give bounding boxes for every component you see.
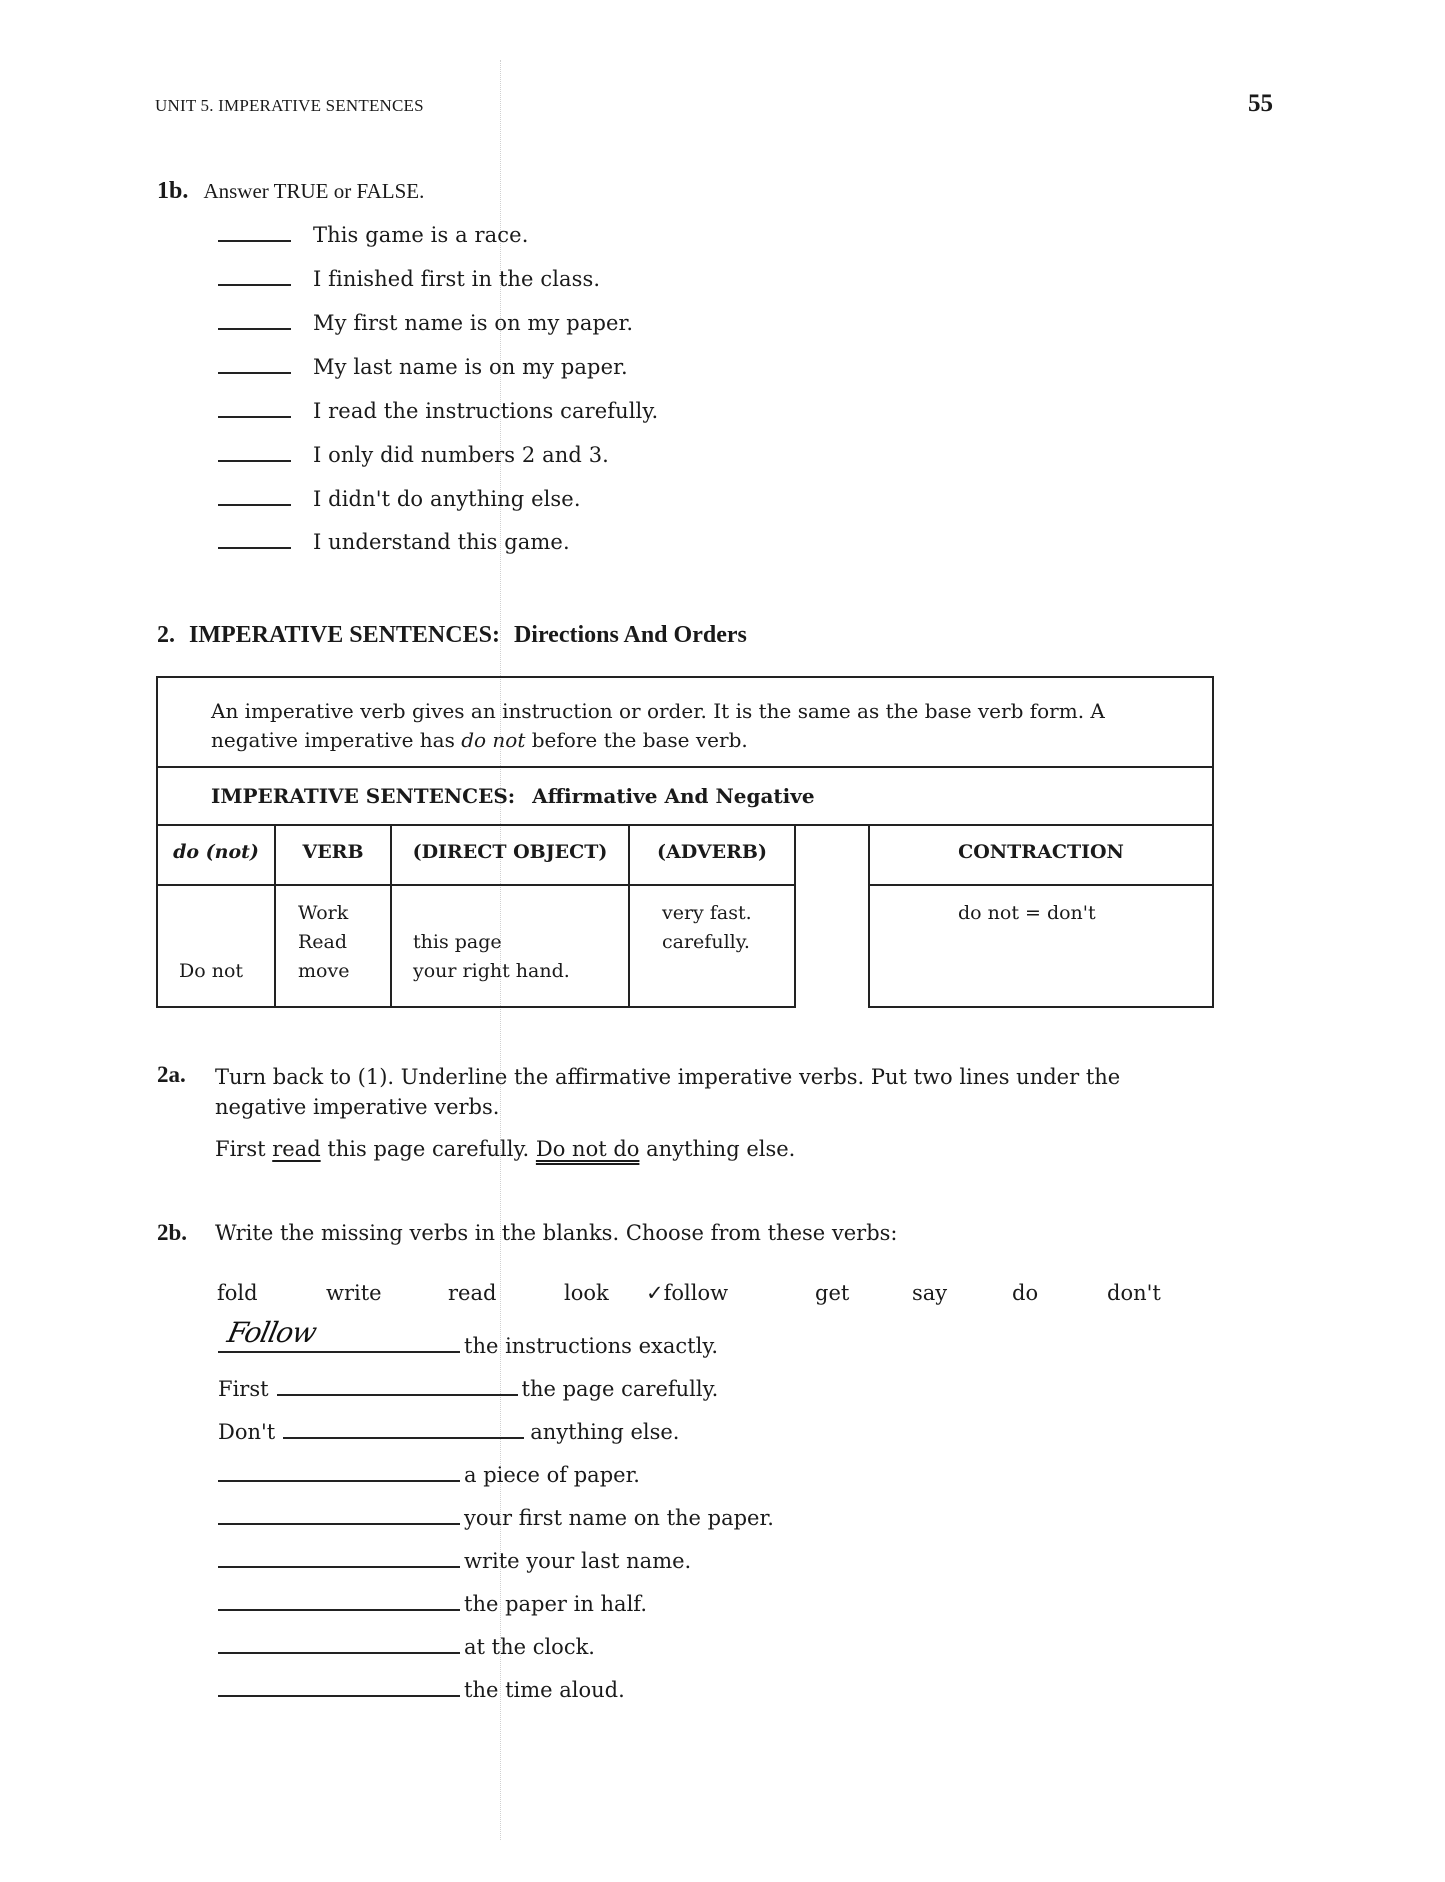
cell-verb <box>298 899 349 986</box>
exercise-label: 2b. <box>157 1220 188 1245</box>
fill-in-sentence <box>218 1462 640 1487</box>
word-bank-verb: don't <box>1107 1281 1161 1305</box>
sentence-suffix: write your last name. <box>464 1549 692 1573</box>
cell-line <box>662 957 752 986</box>
sentence-prefix: Don't <box>218 1420 276 1444</box>
example-text: First <box>215 1137 273 1161</box>
statement: I didn't do anything else. <box>313 487 581 511</box>
fill-in-sentence <box>218 1677 625 1702</box>
sentence-suffix: at the clock. <box>464 1635 595 1659</box>
true-false-item <box>218 310 633 340</box>
statement: I understand this game. <box>313 530 570 554</box>
contraction-value: do not = don't <box>958 902 1096 924</box>
answer-blank[interactable] <box>218 222 291 242</box>
answer-blank[interactable] <box>218 398 291 418</box>
section-title: IMPERATIVE SENTENCES: <box>189 622 500 648</box>
statement: I read the instructions carefully. <box>313 399 659 423</box>
table-title-sub: Affirmative And Negative <box>532 784 815 808</box>
fill-in-sentence <box>218 1591 647 1616</box>
exercise-instruction: Write the missing verbs in the blanks. Choose from these verbs: <box>215 1221 898 1245</box>
explanation-text: before the base verb. <box>525 728 748 752</box>
true-false-item <box>218 529 570 559</box>
fill-in-sentence <box>218 1634 595 1659</box>
fill-in-sentence <box>218 1376 718 1401</box>
cell-line: your right hand. <box>413 960 570 982</box>
sentence-suffix: your first name on the paper. <box>464 1506 774 1530</box>
answer-blank[interactable] <box>283 1419 524 1439</box>
answer-blank[interactable] <box>218 1591 460 1611</box>
cell-direct-object <box>413 899 570 986</box>
statement: My first name is on my paper. <box>313 311 634 335</box>
answer-blank[interactable] <box>218 354 291 374</box>
sentence-suffix: anything else. <box>530 1420 680 1444</box>
exercise-label: 2a. <box>157 1062 186 1087</box>
statement: I finished first in the class. <box>313 267 601 291</box>
column-header-adverb: (ADVERB) <box>657 841 767 863</box>
statement: This game is a race. <box>313 223 529 247</box>
grammar-explanation <box>211 697 1141 755</box>
cell-line: Do not <box>179 960 244 982</box>
exercise-2b-heading <box>157 1218 898 1248</box>
handwritten-answer: Follow <box>224 1316 320 1349</box>
explanation-emphasis: do not <box>461 728 526 752</box>
word-bank-verb: look <box>564 1281 609 1305</box>
answer-blank[interactable] <box>218 266 291 286</box>
answer-blank[interactable] <box>218 442 291 462</box>
cell-line <box>413 899 570 928</box>
single-underlined-verb: read <box>272 1137 321 1161</box>
answer-blank[interactable] <box>218 1548 460 1568</box>
fill-in-sentence <box>218 1548 691 1573</box>
sentence-suffix: the page carefully. <box>521 1377 719 1401</box>
statement: I only did numbers 2 and 3. <box>313 443 609 467</box>
true-false-item <box>218 266 600 296</box>
word-bank-verb-checked <box>646 1281 728 1305</box>
section-2-heading <box>157 622 747 649</box>
true-false-item <box>218 442 609 472</box>
column-header-do-not: do (not) <box>173 841 259 863</box>
answer-blank[interactable] <box>218 1677 460 1697</box>
cell-line: move <box>298 960 350 982</box>
true-false-item <box>218 354 628 384</box>
header-divider <box>868 884 1214 886</box>
example-text: anything else. <box>639 1137 796 1161</box>
answer-blank[interactable] <box>218 1316 460 1353</box>
header-divider <box>156 884 796 886</box>
cell-line <box>179 928 243 957</box>
running-head: UNIT 5. IMPERATIVE SENTENCES <box>155 96 424 115</box>
cell-adverb <box>662 899 752 986</box>
column-header-direct-object: (DIRECT OBJECT) <box>412 841 608 863</box>
true-false-item <box>218 222 528 252</box>
sentence-suffix: the instructions exactly. <box>464 1334 719 1358</box>
sentence-suffix: the time aloud. <box>464 1678 625 1702</box>
answer-blank[interactable] <box>218 1505 460 1525</box>
column-header-verb: VERB <box>302 841 364 863</box>
page-number: 55 <box>1248 90 1273 117</box>
exercise-label: 1b. <box>157 178 189 204</box>
cell-line: carefully. <box>662 931 750 953</box>
exercise-instruction: Answer TRUE or FALSE. <box>203 179 425 203</box>
fill-in-sentence <box>218 1419 679 1444</box>
table-title <box>211 784 815 808</box>
true-false-item <box>218 486 581 516</box>
answer-blank[interactable] <box>218 310 291 330</box>
word-bank-verb: do <box>1012 1281 1039 1305</box>
answer-blank[interactable] <box>218 529 291 549</box>
explanation-text: An imperative verb gives an instruction or order. It is the same as the base verb form. A negative imperative has <box>211 699 1105 752</box>
answer-blank[interactable] <box>218 1462 460 1482</box>
exercise-instruction: Turn back to (1). Underline the affirmative imperative verbs. Put two lines under the negative imperative verbs. <box>215 1065 1121 1119</box>
example-text: this page carefully. <box>320 1137 536 1161</box>
exercise-2a <box>157 1062 1217 1164</box>
word-bank-verb: fold <box>217 1281 258 1305</box>
answer-blank[interactable] <box>277 1376 518 1396</box>
cell-line: this page <box>413 931 502 953</box>
section-subtitle: Directions And Orders <box>513 622 747 648</box>
double-underlined-verb: Do not do <box>535 1137 640 1161</box>
cell-line: very fast. <box>662 902 752 924</box>
word-bank-verb: say <box>912 1281 948 1305</box>
word-bank-verb: read <box>448 1281 497 1305</box>
gap-top-border <box>794 824 870 826</box>
fill-in-sentence <box>218 1316 719 1358</box>
fill-in-sentence <box>218 1505 774 1530</box>
statement: My last name is on my paper. <box>313 355 628 379</box>
checkmark-icon: ✓ <box>646 1281 664 1305</box>
verb-text: follow <box>663 1281 729 1305</box>
cell-line <box>179 899 243 928</box>
divider <box>156 766 1214 768</box>
sentence-suffix: the paper in half. <box>464 1592 647 1616</box>
answer-blank[interactable] <box>218 486 291 506</box>
word-bank-verb: get <box>815 1281 850 1305</box>
column-header-contraction: CONTRACTION <box>958 841 1124 863</box>
sentence-suffix: a piece of paper. <box>464 1463 640 1487</box>
cell-do-not <box>179 899 243 986</box>
true-false-item <box>218 398 658 428</box>
sentence-prefix: First <box>218 1377 269 1401</box>
exercise-example <box>215 1134 1217 1164</box>
exercise-1b-heading <box>157 178 424 205</box>
table-title-main: IMPERATIVE SENTENCES: <box>211 784 516 808</box>
section-number: 2. <box>157 622 175 648</box>
cell-line: Read <box>298 931 348 953</box>
answer-blank[interactable] <box>218 1634 460 1654</box>
cell-line: Work <box>298 902 349 924</box>
word-bank-verb: write <box>326 1281 382 1305</box>
